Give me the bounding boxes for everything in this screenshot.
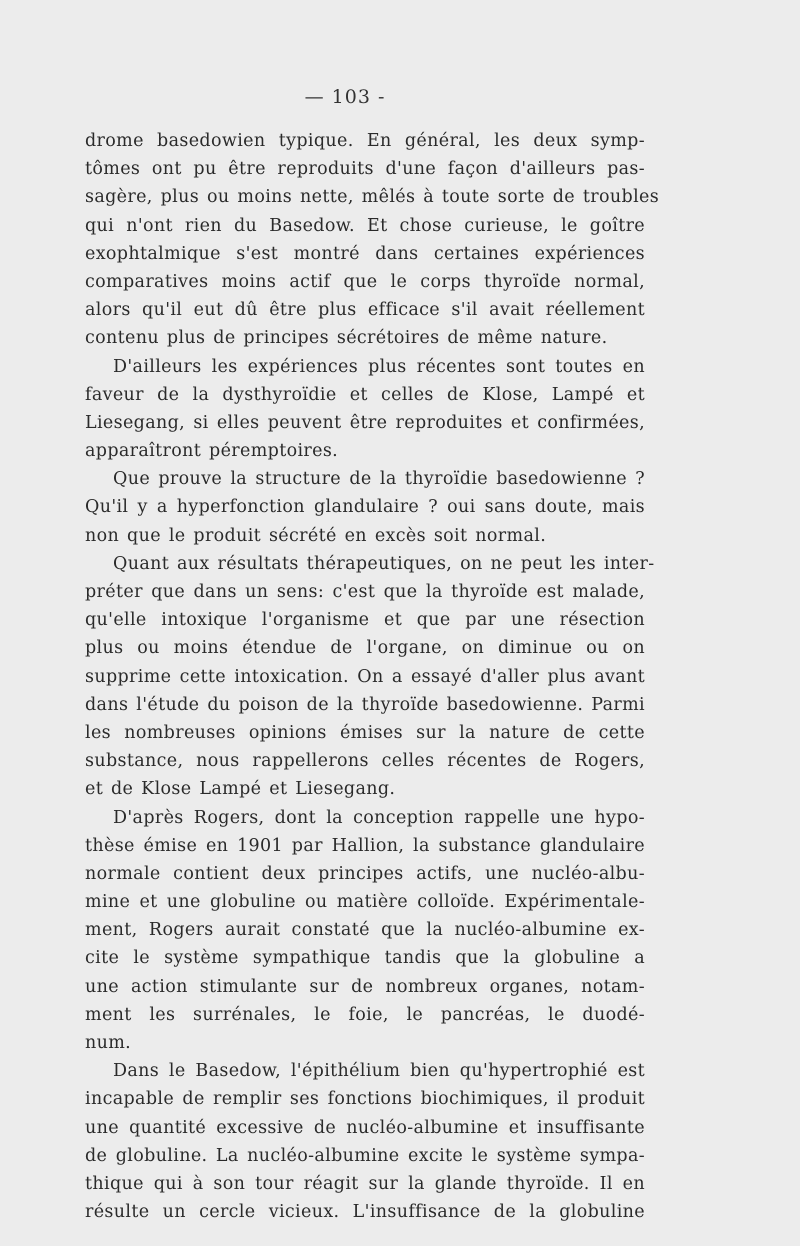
text-line: ment, Rogers aurait constaté que la nucléo-albumine ex- [85,920,645,941]
text-line: comparatives moins actif que le corps thyroïde normal, [85,271,645,292]
text-line: thèse émise en 1901 par Hallion, la substance glandulaire [85,835,645,856]
text-line: supprime cette intoxication. On a essayé d'aller plus avant [85,666,645,687]
text-line: Dans le Basedow, l'épithélium bien qu'hypertrophié est [113,1061,645,1082]
text-line: exophtalmique s'est montré dans certaines expériences [85,243,645,264]
text-line: D'après Rogers, dont la conception rappelle une hypo- [113,807,645,828]
text-line: substance, nous rappellerons celles récentes de Rogers, [85,751,645,772]
text-line: une quantité excessive de nucléo-albumine et insuffisante [85,1117,645,1138]
text-line: mine et une globuline ou matière colloïde. Expérimentale- [85,892,645,913]
text-line: contenu plus de principes sécrétoires de même nature. [85,328,608,349]
text-line: incapable de remplir ses fonctions biochimiques, il produit [85,1089,645,1110]
text-line: les nombreuses opinions émises sur la nature de cette [85,722,645,743]
text-line: Qu'il y a hyperfonction glandulaire ? oui sans doute, mais [85,497,645,518]
text-line: Liesegang, si elles peuvent être reproduites et confirmées, [85,412,645,433]
body-text [85,127,660,1226]
text-line: Quant aux résultats thérapeutiques, on ne peut les inter- [113,553,655,574]
text-line: qu'elle intoxique l'organisme et que par une résection [85,610,645,631]
text-line: une action stimulante sur de nombreux organes, notam- [85,976,645,997]
text-line: num. [85,1033,132,1053]
text-line: dans l'étude du poison de la thyroïde basedowienne. Parmi [85,694,645,715]
text-line: thique qui à son tour réagit sur la glande thyroïde. Il en [85,1173,645,1194]
text-line: de globuline. La nucléo-albumine excite le système sympa- [85,1145,645,1166]
text-line: qui n'ont rien du Basedow. Et chose curieuse, le goître [85,215,645,236]
text-line: ment les surrénales, le foie, le pancréas, le duodé- [85,1004,645,1025]
text-line: tômes ont pu être reproduits d'une façon d'ailleurs pas- [85,159,645,180]
text-line: faveur de la dysthyroïdie et celles de Klose, Lampé et [85,384,645,405]
text-line: résulte un cercle vicieux. L'insuffisance de la globuline [85,1202,645,1223]
text-line: Que prouve la structure de la thyroïdie basedowienne ? [113,469,645,490]
text-line: cite le système sympathique tandis que la globuline a [85,948,645,969]
text-line: apparaîtront péremptoires. [85,441,339,462]
text-line: plus ou moins étendue de l'organe, on diminue ou on [85,638,645,659]
page-number: — 103 - [304,86,386,108]
text-line: drome basedowien typique. En général, les deux symp- [85,131,645,151]
text-line: sagère, plus ou moins nette, mêlés à toute sorte de troubles [85,187,660,208]
text-line: non que le produit sécrété en excès soit normal. [85,525,547,546]
text-line: alors qu'il eut dû être plus efficace s'il avait réellement [85,300,645,321]
text-line: préter que dans un sens: c'est que la thyroïde est malade, [85,582,645,602]
text-line: et de Klose Lampé et Liesegang. [85,779,396,800]
text-line: D'ailleurs les expériences plus récentes sont toutes en [113,356,645,377]
text-line: normale contient deux principes actifs, une nucléo-albu- [85,863,645,884]
